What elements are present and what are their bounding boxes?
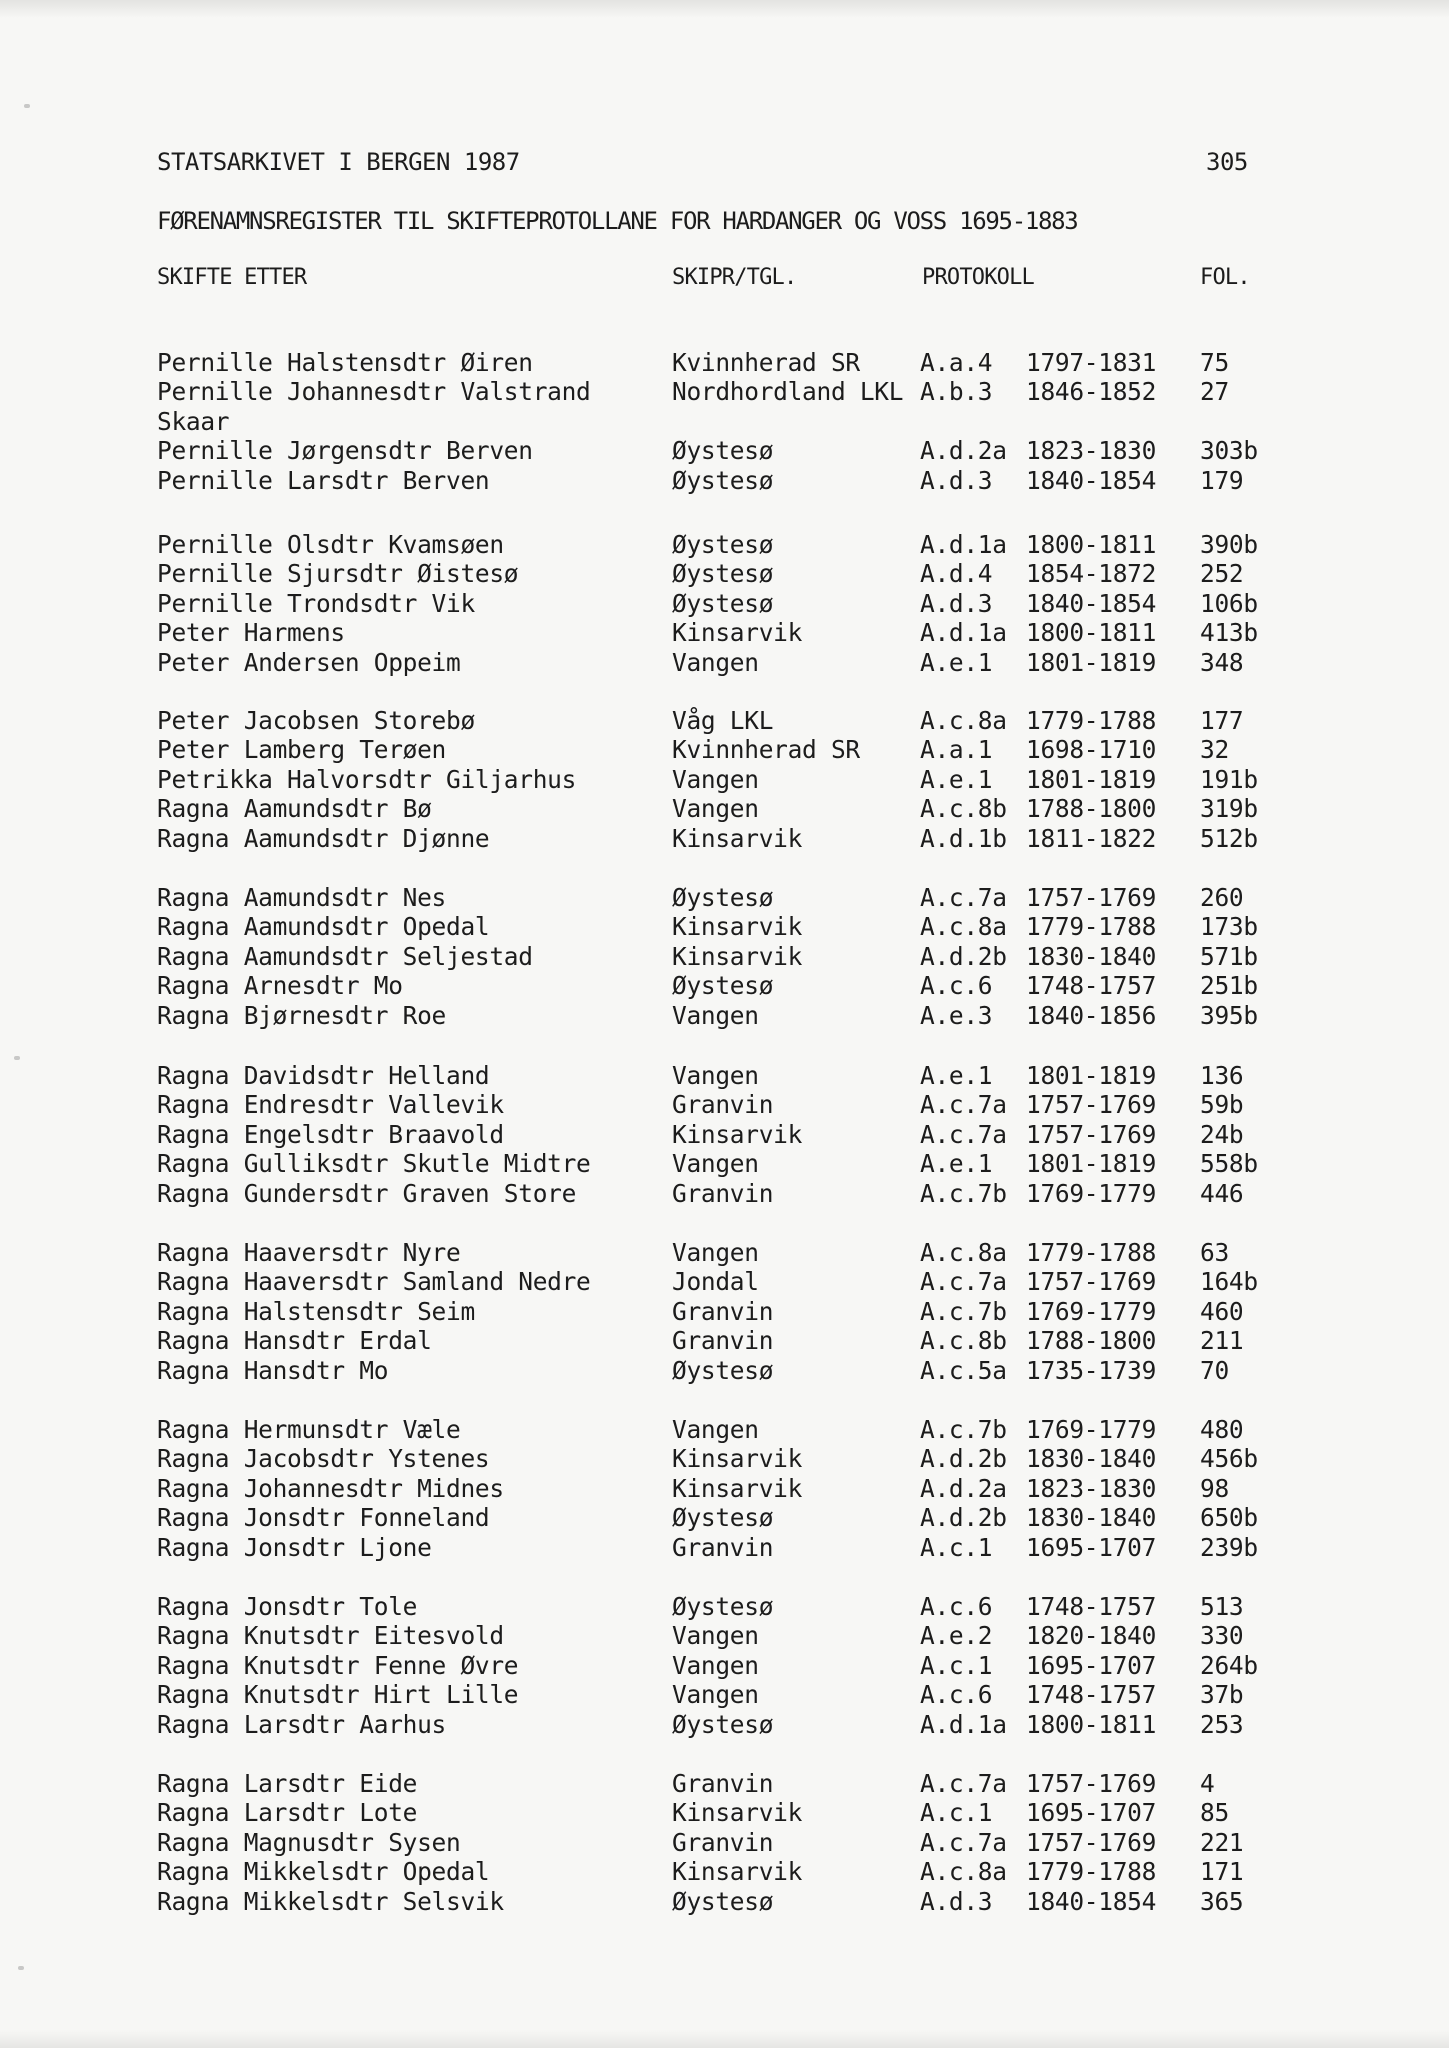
row-folio: 63 — [1200, 1238, 1229, 1267]
row-protocol: A.c.8b — [920, 794, 1007, 824]
row-protocol: A.a.1 — [920, 735, 993, 765]
row-protocol: A.d.1b — [920, 823, 1007, 853]
row-folio: 221 — [1200, 1827, 1244, 1857]
row-protocol: A.c.7a — [920, 883, 1007, 912]
row-name: Ragna Knutsdtr Hirt Lille — [157, 1680, 519, 1710]
row-name: Ragna Jonsdtr Ljone — [157, 1532, 432, 1562]
row-court: Vangen — [672, 1680, 759, 1710]
row-name: Ragna Knutsdtr Fenne Øvre — [157, 1650, 519, 1680]
row-years: 1757-1769 — [1026, 1827, 1157, 1857]
row-years: 1757-1769 — [1026, 1267, 1157, 1297]
row-court: Granvin — [672, 1827, 774, 1857]
row-name: Peter Harmens — [157, 618, 345, 648]
row-years: 1830-1840 — [1026, 941, 1157, 971]
row-protocol: A.d.4 — [920, 559, 993, 589]
row-protocol: A.c.5a — [920, 1355, 1007, 1385]
row-years: 1823-1830 — [1026, 1473, 1157, 1503]
row-name: Pernille Sjursdtr Øistesø — [157, 559, 519, 589]
row-folio: 512b — [1200, 823, 1258, 853]
row-name: Ragna Magnusdtr Sysen — [157, 1827, 461, 1857]
page-number: 305 — [1206, 148, 1248, 176]
archive-title: STATSARKIVET I BERGEN 1987 — [157, 148, 520, 176]
row-folio: 650b — [1200, 1503, 1258, 1533]
row-protocol: A.c.7b — [920, 1296, 1007, 1326]
row-court: Vangen — [672, 794, 759, 824]
column-header-name: SKIFTE ETTER — [157, 265, 307, 290]
row-name: Pernille Johannesdtr Valstrand — [157, 377, 591, 407]
row-court: Øystesø — [672, 971, 774, 1001]
row-name: Peter Lamberg Terøen — [157, 735, 447, 765]
row-folio: 75 — [1200, 348, 1229, 377]
row-protocol: A.d.3 — [920, 465, 993, 495]
row-protocol: A.d.2b — [920, 941, 1007, 971]
row-protocol: A.c.6 — [920, 971, 993, 1001]
row-court: Øystesø — [672, 1592, 774, 1621]
row-court: Kvinnherad SR — [672, 348, 860, 377]
row-protocol: A.c.7b — [920, 1178, 1007, 1208]
row-folio: 239b — [1200, 1532, 1258, 1562]
row-years: 1779-1788 — [1026, 912, 1157, 942]
row-court: Granvin — [672, 1296, 774, 1326]
row-protocol: A.d.2a — [920, 1473, 1007, 1503]
row-years: 1840-1856 — [1026, 1000, 1157, 1030]
row-folio: 98 — [1200, 1473, 1229, 1503]
row-court: Øystesø — [672, 559, 774, 589]
row-folio: 191b — [1200, 764, 1258, 794]
row-court: Kinsarvik — [672, 1857, 803, 1887]
row-name: Peter Jacobsen Storebø — [157, 706, 475, 735]
row-name: Ragna Hansdtr Mo — [157, 1355, 389, 1385]
row-protocol: A.c.6 — [920, 1680, 993, 1710]
row-years: 1800-1811 — [1026, 618, 1157, 648]
row-folio: 164b — [1200, 1267, 1258, 1297]
row-years: 1748-1757 — [1026, 1680, 1157, 1710]
row-name: Ragna Larsdtr Eide — [157, 1769, 418, 1798]
row-name: Ragna Davidsdtr Helland — [157, 1061, 490, 1090]
row-name: Pernille Halstensdtr Øiren — [157, 348, 533, 377]
row-name: Ragna Aamundsdtr Bø — [157, 794, 432, 824]
row-folio: 106b — [1200, 588, 1258, 618]
row-folio: 253 — [1200, 1709, 1244, 1739]
row-protocol: A.c.7b — [920, 1415, 1007, 1444]
row-protocol: A.c.1 — [920, 1532, 993, 1562]
row-court: Vangen — [672, 1238, 759, 1267]
row-name: Ragna Aamundsdtr Djønne — [157, 823, 490, 853]
row-court: Vangen — [672, 764, 759, 794]
row-years: 1695-1707 — [1026, 1532, 1157, 1562]
row-name: Ragna Haaversdtr Samland Nedre — [157, 1267, 591, 1297]
row-folio: 571b — [1200, 941, 1258, 971]
row-protocol: A.d.1a — [920, 530, 1007, 559]
row-years: 1788-1800 — [1026, 794, 1157, 824]
row-name: Ragna Haaversdtr Nyre — [157, 1238, 461, 1267]
row-name: Ragna Jonsdtr Tole — [157, 1592, 418, 1621]
row-folio: 24b — [1200, 1119, 1244, 1149]
row-court: Kinsarvik — [672, 941, 803, 971]
row-years: 1830-1840 — [1026, 1503, 1157, 1533]
row-protocol: A.e.2 — [920, 1621, 993, 1651]
row-years: 1757-1769 — [1026, 883, 1157, 912]
row-court: Granvin — [672, 1178, 774, 1208]
row-years: 1788-1800 — [1026, 1326, 1157, 1356]
row-years: 1769-1779 — [1026, 1296, 1157, 1326]
row-name: Ragna Jacobsdtr Ystenes — [157, 1444, 490, 1474]
row-court: Granvin — [672, 1326, 774, 1356]
row-folio: 171 — [1200, 1857, 1244, 1887]
row-protocol: A.c.7a — [920, 1769, 1007, 1798]
row-years: 1757-1769 — [1026, 1769, 1157, 1798]
row-years: 1748-1757 — [1026, 971, 1157, 1001]
row-protocol: A.c.8a — [920, 706, 1007, 735]
row-folio: 177 — [1200, 706, 1244, 735]
row-folio: 173b — [1200, 912, 1258, 942]
row-court: Kinsarvik — [672, 1444, 803, 1474]
row-years: 1823-1830 — [1026, 436, 1157, 466]
row-folio: 513 — [1200, 1592, 1244, 1621]
row-years: 1801-1819 — [1026, 1149, 1157, 1179]
row-name: Ragna Halstensdtr Seim — [157, 1296, 475, 1326]
row-court: Kinsarvik — [672, 823, 803, 853]
row-years: 1811-1822 — [1026, 823, 1157, 853]
row-folio: 395b — [1200, 1000, 1258, 1030]
row-name: Ragna Endresdtr Vallevik — [157, 1090, 504, 1120]
row-court: Kinsarvik — [672, 1119, 803, 1149]
row-court: Øystesø — [672, 1709, 774, 1739]
row-protocol: A.c.7a — [920, 1827, 1007, 1857]
row-court: Øystesø — [672, 465, 774, 495]
row-name: Pernille Olsdtr Kvamsøen — [157, 530, 504, 559]
register-subtitle: FØRENAMNSREGISTER TIL SKIFTEPROTOLLANE FOR HARDANGER OG VOSS 1695-1883 — [157, 207, 1078, 235]
row-protocol: A.c.8a — [920, 1238, 1007, 1267]
row-folio: 37b — [1200, 1680, 1244, 1710]
row-protocol: A.b.3 — [920, 377, 993, 407]
row-protocol: A.e.1 — [920, 764, 993, 794]
row-court: Kinsarvik — [672, 618, 803, 648]
row-name: Ragna Bjørnesdtr Roe — [157, 1000, 447, 1030]
row-protocol: A.c.7a — [920, 1267, 1007, 1297]
row-name: Pernille Trondsdtr Vik — [157, 588, 475, 618]
row-court: Vangen — [672, 1000, 759, 1030]
row-folio: 179 — [1200, 465, 1244, 495]
row-court: Granvin — [672, 1532, 774, 1562]
row-court: Våg LKL — [672, 706, 774, 735]
row-court: Granvin — [672, 1769, 774, 1798]
row-protocol: A.d.2b — [920, 1444, 1007, 1474]
row-court: Øystesø — [672, 883, 774, 912]
row-court: Vangen — [672, 647, 759, 677]
row-name: Ragna Larsdtr Lote — [157, 1798, 418, 1828]
row-court: Vangen — [672, 1149, 759, 1179]
row-folio: 251b — [1200, 971, 1258, 1001]
row-folio: 558b — [1200, 1149, 1258, 1179]
row-folio: 85 — [1200, 1798, 1229, 1828]
row-years: 1698-1710 — [1026, 735, 1157, 765]
row-folio: 413b — [1200, 618, 1258, 648]
row-folio: 264b — [1200, 1650, 1258, 1680]
row-protocol: A.e.3 — [920, 1000, 993, 1030]
row-years: 1757-1769 — [1026, 1090, 1157, 1120]
row-court: Øystesø — [672, 436, 774, 466]
row-name: Ragna Arnesdtr Mo — [157, 971, 403, 1001]
row-folio: 211 — [1200, 1326, 1244, 1356]
row-protocol: A.c.1 — [920, 1798, 993, 1828]
row-folio: 330 — [1200, 1621, 1244, 1651]
row-court: Øystesø — [672, 1503, 774, 1533]
row-years: 1801-1819 — [1026, 647, 1157, 677]
row-folio: 70 — [1200, 1355, 1229, 1385]
row-years: 1769-1779 — [1026, 1415, 1157, 1444]
row-name: Ragna Aamundsdtr Seljestad — [157, 941, 533, 971]
row-name: Skaar — [157, 406, 230, 436]
row-protocol: A.d.3 — [920, 1886, 993, 1916]
row-protocol: A.d.2b — [920, 1503, 1007, 1533]
row-name: Ragna Engelsdtr Braavold — [157, 1119, 504, 1149]
row-years: 1801-1819 — [1026, 764, 1157, 794]
row-folio: 456b — [1200, 1444, 1258, 1474]
row-court: Vangen — [672, 1650, 759, 1680]
row-years: 1820-1840 — [1026, 1621, 1157, 1651]
row-court: Øystesø — [672, 588, 774, 618]
row-court: Kinsarvik — [672, 912, 803, 942]
row-name: Ragna Aamundsdtr Nes — [157, 883, 447, 912]
row-years: 1801-1819 — [1026, 1061, 1157, 1090]
column-header-folio: FOL. — [1200, 265, 1250, 290]
row-name: Ragna Mikkelsdtr Opedal — [157, 1857, 490, 1887]
row-protocol: A.d.1a — [920, 618, 1007, 648]
row-name: Ragna Hermunsdtr Væle — [157, 1415, 461, 1444]
row-court: Vangen — [672, 1415, 759, 1444]
row-name: Pernille Larsdtr Berven — [157, 465, 490, 495]
row-protocol: A.c.1 — [920, 1650, 993, 1680]
row-folio: 319b — [1200, 794, 1258, 824]
row-years: 1840-1854 — [1026, 588, 1157, 618]
row-folio: 303b — [1200, 436, 1258, 466]
row-protocol: A.e.1 — [920, 1061, 993, 1090]
row-name: Ragna Knutsdtr Eitesvold — [157, 1621, 504, 1651]
row-protocol: A.c.7a — [920, 1119, 1007, 1149]
row-years: 1779-1788 — [1026, 706, 1157, 735]
row-name: Ragna Gulliksdtr Skutle Midtre — [157, 1149, 591, 1179]
row-years: 1735-1739 — [1026, 1355, 1157, 1385]
row-years: 1846-1852 — [1026, 377, 1157, 407]
row-folio: 446 — [1200, 1178, 1244, 1208]
row-protocol: A.c.7a — [920, 1090, 1007, 1120]
row-name: Pernille Jørgensdtr Berven — [157, 436, 533, 466]
row-court: Øystesø — [672, 530, 774, 559]
row-years: 1840-1854 — [1026, 1886, 1157, 1916]
row-years: 1800-1811 — [1026, 1709, 1157, 1739]
row-court: Vangen — [672, 1621, 759, 1651]
row-folio: 480 — [1200, 1415, 1244, 1444]
row-protocol: A.a.4 — [920, 348, 993, 377]
row-years: 1748-1757 — [1026, 1592, 1157, 1621]
row-court: Jondal — [672, 1267, 759, 1297]
row-protocol: A.c.6 — [920, 1592, 993, 1621]
row-name: Petrikka Halvorsdtr Giljarhus — [157, 764, 577, 794]
row-years: 1830-1840 — [1026, 1444, 1157, 1474]
row-name: Ragna Hansdtr Erdal — [157, 1326, 432, 1356]
row-folio: 390b — [1200, 530, 1258, 559]
row-years: 1695-1707 — [1026, 1650, 1157, 1680]
row-years: 1757-1769 — [1026, 1119, 1157, 1149]
row-years: 1797-1831 — [1026, 348, 1157, 377]
row-protocol: A.c.8a — [920, 1857, 1007, 1887]
row-protocol: A.e.1 — [920, 647, 993, 677]
row-folio: 32 — [1200, 735, 1229, 765]
row-folio: 59b — [1200, 1090, 1244, 1120]
row-years: 1840-1854 — [1026, 465, 1157, 495]
row-folio: 4 — [1200, 1769, 1215, 1798]
row-name: Ragna Larsdtr Aarhus — [157, 1709, 447, 1739]
row-court: Vangen — [672, 1061, 759, 1090]
row-court: Øystesø — [672, 1355, 774, 1385]
row-folio: 365 — [1200, 1886, 1244, 1916]
row-years: 1779-1788 — [1026, 1238, 1157, 1267]
row-years: 1695-1707 — [1026, 1798, 1157, 1828]
row-name: Ragna Gundersdtr Graven Store — [157, 1178, 577, 1208]
row-name: Peter Andersen Oppeim — [157, 647, 461, 677]
row-protocol: A.d.2a — [920, 436, 1007, 466]
row-court: Kvinnherad SR — [672, 735, 860, 765]
row-years: 1779-1788 — [1026, 1857, 1157, 1887]
row-court: Nordhordland LKL — [672, 377, 904, 407]
row-protocol: A.d.1a — [920, 1709, 1007, 1739]
row-protocol: A.d.3 — [920, 588, 993, 618]
row-protocol: A.e.1 — [920, 1149, 993, 1179]
row-court: Øystesø — [672, 1886, 774, 1916]
column-header-protocol: PROTOKOLL — [922, 265, 1035, 290]
row-protocol: A.c.8a — [920, 912, 1007, 942]
row-folio: 252 — [1200, 559, 1244, 589]
row-court: Kinsarvik — [672, 1798, 803, 1828]
row-name: Ragna Johannesdtr Midnes — [157, 1473, 504, 1503]
row-protocol: A.c.8b — [920, 1326, 1007, 1356]
row-folio: 27 — [1200, 377, 1229, 407]
row-name: Ragna Jonsdtr Fonneland — [157, 1503, 490, 1533]
row-years: 1854-1872 — [1026, 559, 1157, 589]
row-folio: 460 — [1200, 1296, 1244, 1326]
row-years: 1769-1779 — [1026, 1178, 1157, 1208]
row-years: 1800-1811 — [1026, 530, 1157, 559]
column-header-court: SKIPR/TGL. — [672, 265, 797, 290]
row-court: Granvin — [672, 1090, 774, 1120]
row-folio: 136 — [1200, 1061, 1244, 1090]
row-name: Ragna Mikkelsdtr Selsvik — [157, 1886, 504, 1916]
row-folio: 348 — [1200, 647, 1244, 677]
row-name: Ragna Aamundsdtr Opedal — [157, 912, 490, 942]
row-folio: 260 — [1200, 883, 1244, 912]
row-court: Kinsarvik — [672, 1473, 803, 1503]
